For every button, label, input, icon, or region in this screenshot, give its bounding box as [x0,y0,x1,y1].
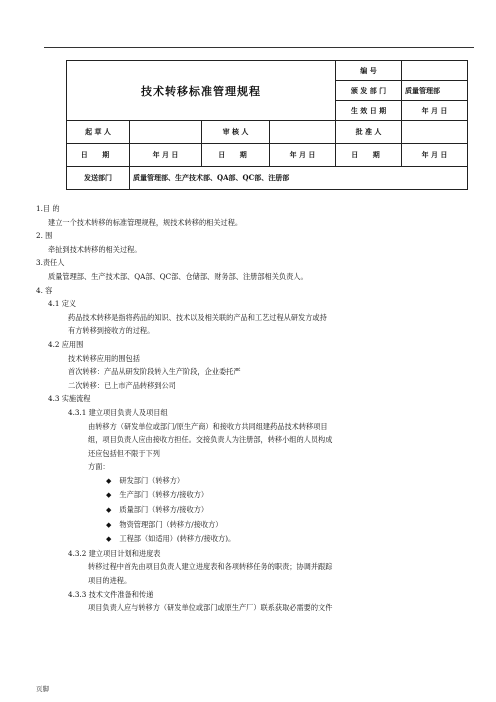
paragraph-line: 药品技术转移是指将药品的知识、技术以及相关联的产品和工艺过程从研发方或持 [68,312,327,322]
document-title: 技术转移标准管理规程 [67,61,336,121]
drafter-date-label: 日 期 [67,144,130,167]
paragraph-line: 技术转移应用的围包括 [68,353,140,363]
subsection-heading: 4.1 定义 [48,299,77,309]
approver-date-label: 日 期 [336,144,402,167]
bullet-item: ◆ 生产部门（转移方/接收方） [36,488,476,503]
drafter-value [130,121,202,144]
drafter-label: 起 草 人 [67,121,130,144]
distribution-value: 质量管理部、生产技术部、QA部、QC部、注册部 [130,167,468,190]
reviewer-date-value: 年 月 日 [270,144,336,167]
bullet-item: ◆ 质量部门（转移方/接收方） [36,503,476,518]
reviewer-date-label: 日 期 [202,144,270,167]
issue-dept-value: 质量管理部 [402,81,468,101]
paragraph-line: 牵扯到技术转移的相关过程。 [48,244,142,254]
top-rule [44,47,474,48]
paragraph-line: 转移过程中首先由项目负责人建立进度表和各项转移任务的职责；协调并跟踪 [88,562,333,572]
paragraph-line: 方面： [88,462,110,472]
section-purpose-heading: 1.目 的 [36,204,60,213]
issue-dept-label: 颁 发 部 门 [336,81,402,101]
paragraph-line: 有方转移到接收方的过程。 [68,326,155,336]
header-table [66,60,468,190]
paragraph-line: 由转移方（研发单位或部门/原生产商）和接收方共同组建药品技术转移项目 [88,421,328,431]
approver-value [402,121,468,144]
sub-subsection-heading: 4.3.2 建立项目计划和进度表 [68,548,161,558]
bullet-item: ◆ 物资管理部门（转移方/接收方） [36,518,476,533]
paragraph-line: 首次转移：产品从研发阶段转入生产阶段，企业委托严 [68,367,241,377]
sub-subsection-heading: 4.3.3 技术文件准备和传递 [68,589,154,599]
approver-label: 批 准 人 [336,121,402,144]
paragraph-line: 组，项目负责人应由接收方担任。交接负责人为注册部，转移小组的人员构成 [88,435,333,445]
section-scope-heading: 2. 围 [36,231,53,241]
effective-date-value: 年 月 日 [402,101,468,121]
subsection-heading: 4.2 应用围 [48,339,84,349]
paragraph-line: 二次转移：已上市产品转移到公司 [68,380,176,390]
page-footer: 页脚 [36,685,49,693]
bullet-item: ◆ 工程部（如适用）(转移方/接收方)。 [36,532,476,547]
reviewer-label: 审 核 人 [202,121,270,144]
effective-date-label: 生 效 日 期 [336,101,402,121]
sub-subsection-heading: 4.3.1 建立项目负责人及项目组 [68,407,168,417]
paragraph-line: 项目负责人应与转移方（研发单位或部门或原生产厂）联系获取必需要的文件 [88,603,333,613]
number-label: 编 号 [336,61,402,81]
number-value [402,61,468,81]
distribution-label: 发送部门 [67,167,130,190]
drafter-date-value: 年 月 日 [130,144,202,167]
section-content-heading: 4. 容 [36,285,53,295]
paragraph-line: 还应包括但不限于下列 [88,448,160,458]
reviewer-value [270,121,336,144]
bullet-item: ◆ 研发部门（转移方） [36,474,476,489]
paragraph-line: 项目的进程。 [88,576,132,586]
paragraph-line: 建立一个技术转移的标准管理规程，规技术转移的相关过程。 [48,217,243,227]
paragraph-line: 质量管理部、生产技术部、QA部、QC部、仓储部、财务部、注册部相关负责人。 [48,271,308,281]
document-body [36,202,476,615]
section-responsible-heading: 3.责任人 [36,258,65,268]
subsection-heading: 4.3 实施流程 [48,394,91,404]
approver-date-value: 年 月 日 [402,144,468,167]
